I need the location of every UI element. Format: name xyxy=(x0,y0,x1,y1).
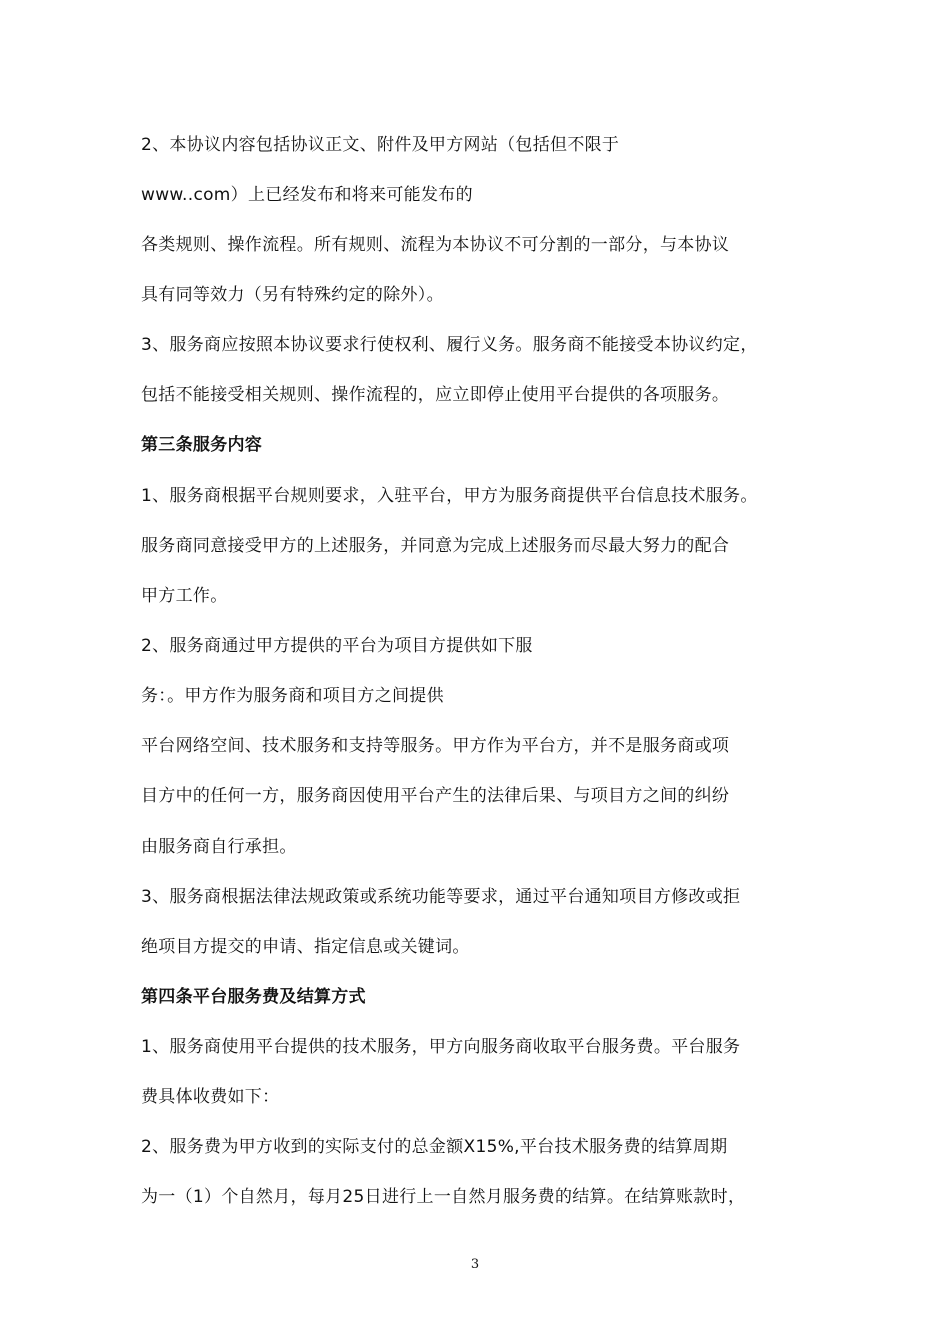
paragraph-line: 3、服务商应按照本协议要求行使权利、履行义务。服务商不能接受本协议约定， xyxy=(141,335,758,355)
paragraph-line: 平台网络空间、技术服务和支持等服务。甲方作为平台方，并不是服务商或项 xyxy=(141,736,730,756)
paragraph-line: 由服务商自行承担。 xyxy=(141,837,297,857)
paragraph-line: 2、服务费为甲方收到的实际支付的总金额X15%,平台技术服务费的结算周期 xyxy=(141,1137,728,1157)
paragraph-line: 甲方工作。 xyxy=(141,586,228,606)
section-heading-4: 第四条平台服务费及结算方式 xyxy=(141,987,366,1007)
paragraph-line: 目方中的任何一方，服务商因使用平台产生的法律后果、与项目方之间的纠纷 xyxy=(141,786,730,806)
paragraph-line: 费具体收费如下： xyxy=(141,1087,280,1107)
paragraph-line: 务：。甲方作为服务商和项目方之间提供 xyxy=(141,686,444,706)
paragraph-line: 为一（1）个自然月，每月25日进行上一自然月服务费的结算。在结算账款时， xyxy=(141,1187,746,1207)
paragraph-line: 绝项目方提交的申请、指定信息或关键词。 xyxy=(141,937,470,957)
paragraph-line: 各类规则、操作流程。所有规则、流程为本协议不可分割的一部分，与本协议 xyxy=(141,235,730,255)
paragraph-line: www..com）上已经发布和将来可能发布的 xyxy=(141,185,473,205)
paragraph-line: 具有同等效力（另有特殊约定的除外）。 xyxy=(141,285,444,305)
paragraph-line: 1、服务商根据平台规则要求，入驻平台，甲方为服务商提供平台信息技术服务。 xyxy=(141,486,758,506)
paragraph-line: 包括不能接受相关规则、操作流程的，应立即停止使用平台提供的各项服务。 xyxy=(141,385,730,405)
paragraph-line: 2、服务商通过甲方提供的平台为项目方提供如下服 xyxy=(141,636,533,656)
section-heading-3: 第三条服务内容 xyxy=(141,435,263,455)
paragraph-line: 2、本协议内容包括协议正文、附件及甲方网站（包括但不限于 xyxy=(141,135,620,155)
paragraph-line: 1、服务商使用平台提供的技术服务，甲方向服务商收取平台服务费。平台服务 xyxy=(141,1037,741,1057)
page-number: 3 xyxy=(470,1257,480,1272)
paragraph-line: 服务商同意接受甲方的上述服务，并同意为完成上述服务而尽最大努力的配合 xyxy=(141,536,730,556)
paragraph-line: 3、服务商根据法律法规政策或系统功能等要求，通过平台通知项目方修改或拒 xyxy=(141,887,741,907)
